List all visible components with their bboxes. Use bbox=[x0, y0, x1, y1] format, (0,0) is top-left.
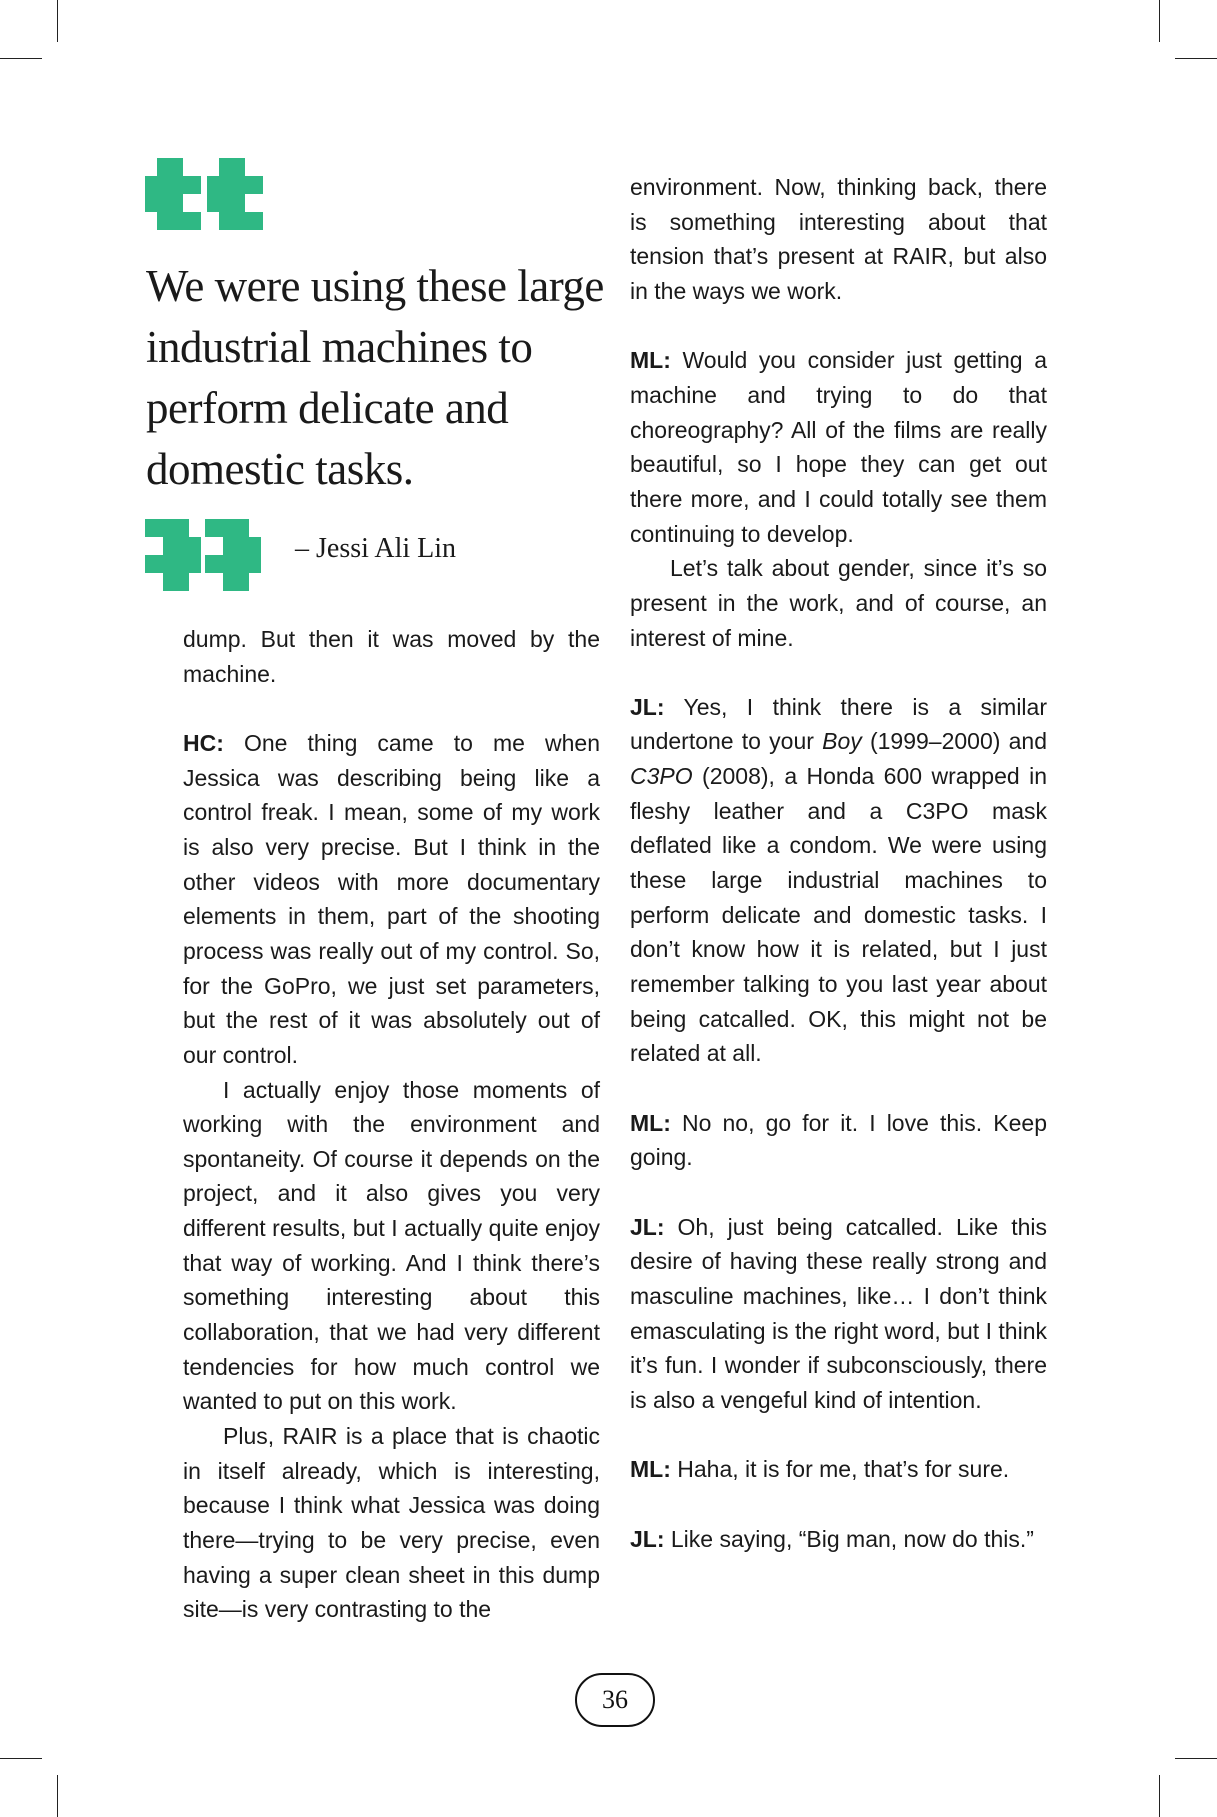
paragraph bbox=[630, 1452, 1047, 1487]
pull-quote: We were using these large industrial machines to perform delicate and domestic tasks. bbox=[146, 261, 604, 494]
work-title: Boy bbox=[822, 728, 862, 755]
paragraph bbox=[630, 1210, 1047, 1418]
paragraph: Plus, RAIR is a place that is chaotic in itself already, which is interesting, because I think what Jessica was doing there—trying to be very precise, even having a super clean sheet in this dump site—is very contrasting to the bbox=[183, 1423, 600, 1623]
paragraph bbox=[630, 1522, 1047, 1557]
paragraph-text: Oh, just being catcalled. Like this desire of having these really strong and masculine machines, like… I don’t think emasculating is the right word, but I think it’s fun. I wonder if subconsciously, there is also a vengeful kind of intention. bbox=[630, 1213, 1047, 1413]
speaker-label: ML: bbox=[630, 347, 671, 374]
speaker-label: ML: bbox=[630, 1109, 671, 1136]
speaker-label: JL: bbox=[630, 693, 665, 720]
crop-mark-top-left-horizontal bbox=[0, 58, 42, 59]
paragraph: Let’s talk about gender, since it’s so present in the work, and of course, an interest of mine. bbox=[630, 555, 1047, 651]
paragraph-text: Haha, it is for me, that’s for sure. bbox=[670, 1456, 1010, 1483]
crop-mark-top-right-horizontal bbox=[1175, 58, 1217, 59]
paragraph-text: One thing came to me when Jessica was describing being like a control freak. I mean, some of my work is also very precise. But I think in the other videos with more documentary elements in them, part of the shooting process was really out of my control. So, for the GoPro, we just set parameters, but the rest of it was absolutely out of our control. bbox=[183, 729, 600, 1068]
close-quote-pixel-icon bbox=[145, 519, 261, 591]
paragraph-text: Would you consider just getting a machine and trying to do that choreography? All of the films are really beautiful, so I hope they can get out there more, and I could totally see them continuing to develop. bbox=[630, 347, 1047, 547]
paragraph: I actually enjoy those moments of working with the environment and spontaneity. Of course it depends on the project, and it also gives you very different results, but I actually quite enjoy that way of working. And I think there’s something interesting about this collaboration, that we had very different tendencies for how much control we wanted to put on this work. bbox=[183, 1076, 600, 1415]
page-number-badge bbox=[575, 1673, 655, 1727]
crop-mark-bottom-left-vertical bbox=[57, 1775, 58, 1817]
speaker-label: ML: bbox=[630, 1456, 671, 1483]
speaker-label: JL: bbox=[630, 1213, 665, 1240]
crop-mark-bottom-right-horizontal bbox=[1175, 1758, 1217, 1759]
speaker-label: HC: bbox=[183, 729, 224, 756]
paragraph-text: Yes, I think there is a similar undertone to your bbox=[630, 693, 1047, 755]
paragraph: dump. But then it was moved by the machine. bbox=[183, 626, 600, 687]
paragraph-text: (2008), a Honda 600 wrapped in fleshy leather and a C3PO mask deflated like a condom. We were using these large industrial machines to perform delicate and domestic tasks. I don’t know how it is related, but I just remember talking to you last year about being catcalled. OK, this might not be related at all. bbox=[630, 763, 1047, 1067]
page-number: 36 bbox=[602, 1685, 628, 1714]
work-title: C3PO bbox=[630, 763, 693, 790]
crop-mark-bottom-left-horizontal bbox=[0, 1758, 42, 1759]
paragraph: environment. Now, thinking back, there is something interesting about that tension that’s present at RAIR, but also in the ways we work. bbox=[630, 174, 1047, 304]
paragraph-text: (1999–2000) and bbox=[861, 728, 1047, 755]
paragraph-text: No no, go for it. I love this. Keep going. bbox=[630, 1109, 1047, 1171]
crop-mark-top-left-vertical bbox=[57, 0, 58, 42]
open-quote-pixel-icon bbox=[145, 158, 263, 230]
crop-mark-bottom-right-vertical bbox=[1159, 1775, 1160, 1817]
right-text-column bbox=[630, 170, 1047, 1556]
paragraph bbox=[630, 690, 1047, 1071]
paragraph bbox=[630, 1106, 1047, 1175]
left-text-column bbox=[183, 622, 600, 1627]
pull-quote-attribution: – Jessi Ali Lin bbox=[295, 533, 457, 564]
paragraph-text: Like saying, “Big man, now do this.” bbox=[664, 1525, 1034, 1552]
speaker-label: JL: bbox=[630, 1525, 665, 1552]
paragraph bbox=[630, 343, 1047, 551]
paragraph bbox=[183, 726, 600, 1073]
crop-mark-top-right-vertical bbox=[1159, 0, 1160, 42]
